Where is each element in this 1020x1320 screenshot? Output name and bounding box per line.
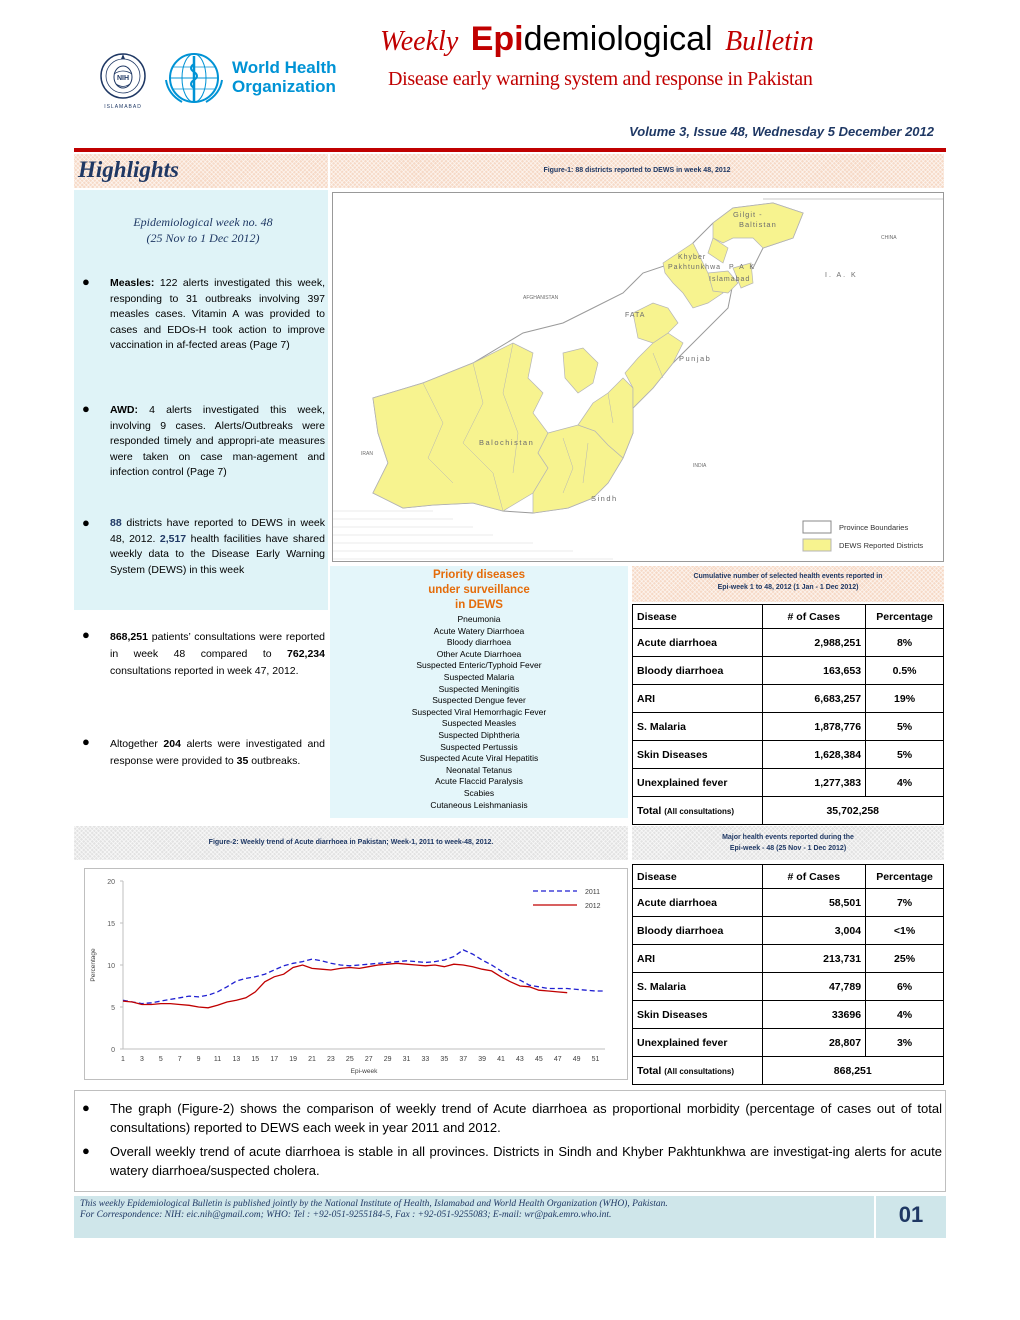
epi-week-heading xyxy=(74,214,332,246)
alerts-count: 204 xyxy=(163,738,181,750)
percentage-cell: 0.5% xyxy=(866,657,944,685)
percentage-cell: 5% xyxy=(866,713,944,741)
highlights-title: Highlights xyxy=(78,157,179,182)
figure2-caption: Figure-2: Weekly trend of Acute diarrhoea in Pakistan; Week-1, 2011 to week-48, 2012. xyxy=(208,839,494,846)
cases-cell: 1,277,383 xyxy=(762,769,866,797)
alerts-text2: alerts were investigated and response were provided to xyxy=(110,738,325,767)
x-tick-label: 39 xyxy=(478,1056,487,1063)
figure1-caption: Figure-1: 88 districts reported to DEWS in week 48, 2012 xyxy=(543,167,731,174)
table-row xyxy=(633,889,944,917)
priority-item: Suspected Viral Hemorrhagic Fever xyxy=(411,706,547,717)
map-label-baltistan: Baltistan xyxy=(739,220,777,229)
map-label-iak: I. A. K xyxy=(825,272,858,279)
percentage-cell: 7% xyxy=(866,889,944,917)
percentage-cell: 8% xyxy=(866,629,944,657)
cases-cell: 3,004 xyxy=(762,917,866,945)
x-tick-label: 41 xyxy=(497,1056,505,1063)
x-tick-label: 25 xyxy=(345,1056,354,1063)
title-weekly: Weekly xyxy=(380,26,459,57)
x-tick-label: 29 xyxy=(383,1056,392,1063)
major-events-caption xyxy=(632,832,944,854)
districts-count: 88 xyxy=(110,517,122,529)
percentage-cell: <1% xyxy=(866,917,944,945)
x-tick-label: 33 xyxy=(421,1056,430,1063)
percentage-cell: 5% xyxy=(866,741,944,769)
percentage-cell: 6% xyxy=(866,973,944,1001)
map-label-fata: FATA xyxy=(625,312,646,319)
legend-label-2011: 2011 xyxy=(585,889,601,896)
disease-cell: S. Malaria xyxy=(633,713,763,741)
column-header: Disease xyxy=(633,865,763,889)
x-tick-label: 17 xyxy=(270,1056,279,1063)
page-number: 01 xyxy=(898,1202,924,1227)
priority-item: Suspected Enteric/Typhoid Fever xyxy=(416,660,542,671)
legend-reported-label: DEWS Reported Districts xyxy=(839,541,924,550)
priority-diseases-list xyxy=(330,614,628,811)
table-row xyxy=(633,973,944,1001)
map-label-khyber: Khyber xyxy=(678,254,707,261)
priority-item: Bloody diarrhoea xyxy=(446,637,512,648)
map-label-china: CHINA xyxy=(881,235,897,241)
x-tick-label: 3 xyxy=(139,1056,144,1063)
priority-item: Acute Watery Diarrhoea xyxy=(433,625,525,636)
column-header: # of Cases xyxy=(762,605,866,629)
x-tick-label: 51 xyxy=(591,1056,600,1063)
disease-cell: S. Malaria xyxy=(633,973,763,1001)
cases-cell: 6,683,257 xyxy=(762,685,866,713)
consultations-text1: patients’ consultations were reported in week 48 compared to xyxy=(110,631,325,660)
y-axis-label: Percentage xyxy=(90,948,97,982)
summary-bullet-1: The graph (Figure-2) shows the comparison of weekly trend of Acute diarrhoea as proportional morbidity (percentage of cases out of total consultations) reported to DEWS each week in year 2011 and 2012. xyxy=(110,1101,942,1135)
cases-cell: 2,988,251 xyxy=(762,629,866,657)
priority-item: Pneumonia xyxy=(457,614,501,624)
bullet-dot: ● xyxy=(82,627,90,642)
x-tick-label: 37 xyxy=(459,1056,468,1063)
table-total-row xyxy=(633,797,944,825)
cumulative-caption-line1: Cumulative number of selected health events reported in xyxy=(693,573,883,580)
percentage-cell: 4% xyxy=(866,769,944,797)
disease-cell: Unexplained fever xyxy=(633,769,763,797)
measles-label: Measles: xyxy=(110,277,155,289)
title-epi: Epi xyxy=(470,20,524,58)
disease-cell: Bloody diarrhoea xyxy=(633,657,763,685)
major-caption-line2: Epi-week - 48 (25 Nov - 1 Dec 2012) xyxy=(729,845,847,852)
priority-item: Suspected Malaria xyxy=(443,671,515,682)
highlight-districts xyxy=(110,516,325,578)
priority-item: Suspected Dengue fever xyxy=(432,695,526,706)
x-tick-label: 45 xyxy=(534,1056,543,1063)
disease-cell: Skin Diseases xyxy=(633,1001,763,1029)
map-label-afghanistan: AFGHANISTAN xyxy=(523,295,559,301)
priority-item: Suspected Measles xyxy=(441,718,517,729)
bullet-dot: ● xyxy=(82,1143,90,1158)
bullet-dot: ● xyxy=(82,401,90,416)
x-tick-label: 15 xyxy=(251,1056,260,1063)
total-label-cell xyxy=(633,1057,763,1085)
consultations-week48: 868,251 xyxy=(110,631,148,643)
highlight-alerts xyxy=(110,736,325,770)
disease-cell: Unexplained fever xyxy=(633,1029,763,1057)
table-row xyxy=(633,1001,944,1029)
highlight-consultations xyxy=(110,629,325,680)
title-bulletin: Bulletin xyxy=(725,26,814,57)
x-tick-label: 43 xyxy=(516,1056,524,1063)
priority-item: Suspected Diphtheria xyxy=(438,729,520,740)
x-tick-label: 11 xyxy=(213,1056,222,1063)
priority-item: Suspected Pertussis xyxy=(440,741,518,752)
cumulative-caption xyxy=(632,571,944,593)
x-axis-label: Epi-week xyxy=(350,1068,378,1075)
total-label: Total xyxy=(637,1064,662,1077)
table-total-row xyxy=(633,1057,944,1085)
who-emblem xyxy=(160,50,228,106)
x-tick-label: 1 xyxy=(121,1056,125,1063)
nih-logo xyxy=(96,46,150,112)
disease-cell: Bloody diarrhoea xyxy=(633,917,763,945)
map-label-pak: P A K xyxy=(729,264,756,271)
major-caption-line1: Major health events reported during the xyxy=(722,834,854,841)
priority-item: Neonatal Tetanus xyxy=(445,764,512,775)
priority-item: Scabies xyxy=(463,787,495,798)
issue-info: Volume 3, Issue 48, Wednesday 5 December 2012 xyxy=(629,124,934,139)
map-label-balochistan: Balochistan xyxy=(479,438,535,447)
x-tick-label: 9 xyxy=(196,1056,201,1063)
total-value-cell: 35,702,258 xyxy=(762,797,944,825)
summary-bullet-2: Overall weekly trend of acute diarrhoea is stable in all provinces. Districts in Sindh and Khyber Pakhtunkhwa are investigat-ing alerts for acute watery diarrhoea/suspected cholera. xyxy=(110,1144,942,1178)
epi-week-number: Epidemiological week no. 48 xyxy=(133,215,273,229)
trend-chart-svg xyxy=(85,869,629,1081)
priority-title-line1: Priority diseases xyxy=(432,569,526,581)
x-tick-label: 23 xyxy=(327,1056,335,1063)
alerts-text1: Altogether xyxy=(110,738,164,750)
cases-cell: 28,807 xyxy=(762,1029,866,1057)
series-line-2011 xyxy=(123,950,605,1004)
table-header-row xyxy=(633,865,944,889)
map-label-pakhtunkhwa: Pakhtunkhwa xyxy=(668,264,722,271)
map-label-sindh: Sindh xyxy=(591,494,618,503)
total-note: (All consultations) xyxy=(664,1066,735,1076)
priority-item: Suspected Meningitis xyxy=(438,683,520,694)
x-tick-label: 5 xyxy=(158,1056,163,1063)
y-tick-label: 5 xyxy=(111,1005,115,1012)
cases-cell: 163,653 xyxy=(762,657,866,685)
x-tick-label: 21 xyxy=(308,1056,316,1063)
column-header: Percentage xyxy=(866,605,944,629)
map-label-gilgit: Gilgit - xyxy=(733,210,763,219)
legend-boundaries-swatch xyxy=(803,521,831,533)
nih-logo-text: ISLAMABAD xyxy=(104,104,142,110)
priority-title-line2: under surveillance xyxy=(428,584,530,596)
total-note: (All consultations) xyxy=(664,806,735,816)
districts-text2: health facilities have shared weekly data to the Disease Early Warning System (DEWS) in this week xyxy=(110,532,325,576)
cases-cell: 58,501 xyxy=(762,889,866,917)
priority-item: Acute Flaccid Paralysis xyxy=(435,776,523,787)
table-row xyxy=(633,769,944,797)
footer-line1: This weekly Epidemiological Bulletin is published jointly by the National Institute of Health, Islamabad and World Health Organization (WHO), Pakistan. xyxy=(80,1199,668,1209)
outbreaks-count: 35 xyxy=(236,755,249,767)
column-header: Disease xyxy=(633,605,763,629)
disease-cell: Skin Diseases xyxy=(633,741,763,769)
percentage-cell: 19% xyxy=(866,685,944,713)
cumulative-caption-line2: Epi-week 1 to 48, 2012 (1 Jan - 1 Dec 2012) xyxy=(717,584,859,591)
column-header: # of Cases xyxy=(762,865,866,889)
acute-diarrhoea-trend-chart xyxy=(84,868,628,1080)
table-row xyxy=(633,657,944,685)
map-label-india: INDIA xyxy=(693,463,707,469)
map-label-iran: IRAN xyxy=(361,451,373,457)
table-row xyxy=(633,713,944,741)
cases-cell: 1,878,776 xyxy=(762,713,866,741)
priority-title-line3: in DEWS xyxy=(455,599,503,611)
measles-text: 122 alerts investigated this week, responding to 31 outbreaks involving 397 measles cases. Vitamin A was provided to cases and EDOs-H took action to improve vaccination in af-fected areas (Page 7) xyxy=(110,277,325,351)
bullet-dot: ● xyxy=(82,1100,90,1115)
legend-label-2012: 2012 xyxy=(585,903,601,910)
bullet-dot: ● xyxy=(82,734,90,749)
cases-cell: 1,628,384 xyxy=(762,741,866,769)
x-tick-label: 7 xyxy=(177,1056,182,1063)
table-row xyxy=(633,685,944,713)
priority-item: Cutaneous Leishmaniasis xyxy=(430,799,528,810)
percentage-cell: 3% xyxy=(866,1029,944,1057)
x-tick-label: 47 xyxy=(553,1056,562,1063)
x-tick-label: 27 xyxy=(364,1056,373,1063)
map-label-islamabad: Islamabad xyxy=(709,276,751,283)
header-divider xyxy=(74,148,946,152)
cases-cell: 213,731 xyxy=(762,945,866,973)
disease-cell: Acute diarrhoea xyxy=(633,889,763,917)
who-name-line2: Organization xyxy=(232,77,336,96)
legend-reported-swatch xyxy=(803,539,831,551)
cases-cell: 47,789 xyxy=(762,973,866,1001)
epi-week-dates: (25 Nov to 1 Dec 2012) xyxy=(146,231,260,245)
x-tick-label: 49 xyxy=(572,1056,581,1063)
bullet-dot: ● xyxy=(82,515,90,530)
priority-diseases-title xyxy=(330,568,628,613)
table-row xyxy=(633,945,944,973)
total-label-cell xyxy=(633,797,763,825)
x-tick-label: 35 xyxy=(440,1056,449,1063)
awd-label: AWD: xyxy=(110,404,138,416)
column-header: Percentage xyxy=(866,865,944,889)
districts-text1: districts have reported to DEWS in week 48, 2012. xyxy=(110,517,325,545)
percentage-cell: 25% xyxy=(866,945,944,973)
title-demiological: demiological xyxy=(523,20,713,58)
total-label: Total xyxy=(637,804,662,817)
x-tick-label: 19 xyxy=(289,1056,298,1063)
pakistan-dews-map xyxy=(332,192,944,562)
consultations-week47: 762,234 xyxy=(287,648,325,660)
footer-line2: For Correspondence: NIH: eic.nih@gmail.com; WHO: Tel : +92-051-9255184-5, Fax : +92-051-9255083; E-mail: wr@pak.emro.who.int. xyxy=(80,1210,612,1220)
major-events-table xyxy=(632,864,944,1085)
y-tick-label: 15 xyxy=(107,921,115,928)
facilities-count: 2,517 xyxy=(159,532,187,545)
x-tick-label: 13 xyxy=(232,1056,241,1063)
legend-boundaries-label: Province Boundaries xyxy=(839,523,909,532)
priority-item: Other Acute Diarrhoea xyxy=(436,648,522,659)
who-name-line1: World Health xyxy=(232,58,337,77)
bulletin-subtitle: Disease early warning system and response in Pakistan xyxy=(388,68,813,90)
map-label-punjab: Punjab xyxy=(679,354,712,363)
awd-text: 4 alerts investigated this week, involving 9 cases. Alerts/Outbreaks were responded timely and appropri-ate measures were taken on case man-agement and infection control (Page 7) xyxy=(110,404,325,478)
percentage-cell: 4% xyxy=(866,1001,944,1029)
table-row xyxy=(633,629,944,657)
consultations-text2: consultations reported in week 47, 2012. xyxy=(110,665,299,677)
cumulative-table xyxy=(632,604,944,825)
highlight-awd xyxy=(110,403,325,481)
y-tick-label: 10 xyxy=(107,963,115,970)
table-row xyxy=(633,1029,944,1057)
x-tick-label: 31 xyxy=(402,1056,411,1063)
table-row xyxy=(633,917,944,945)
total-value-cell: 868,251 xyxy=(762,1057,943,1085)
footer-text xyxy=(80,1199,870,1221)
cases-cell: 33696 xyxy=(762,1001,866,1029)
svg-text:NIH: NIH xyxy=(116,75,130,82)
priority-item: Suspected Acute Viral Hepatitis xyxy=(419,753,539,764)
disease-cell: ARI xyxy=(633,945,763,973)
disease-cell: Acute diarrhoea xyxy=(633,629,763,657)
table-row xyxy=(633,741,944,769)
bulletin-title xyxy=(380,20,814,59)
bullet-dot: ● xyxy=(82,274,90,289)
y-tick-label: 20 xyxy=(107,879,115,886)
highlight-measles xyxy=(110,276,325,354)
disease-cell: ARI xyxy=(633,685,763,713)
alerts-text3: outbreaks. xyxy=(248,755,301,767)
y-tick-label: 0 xyxy=(111,1047,115,1054)
table-header-row xyxy=(633,605,944,629)
